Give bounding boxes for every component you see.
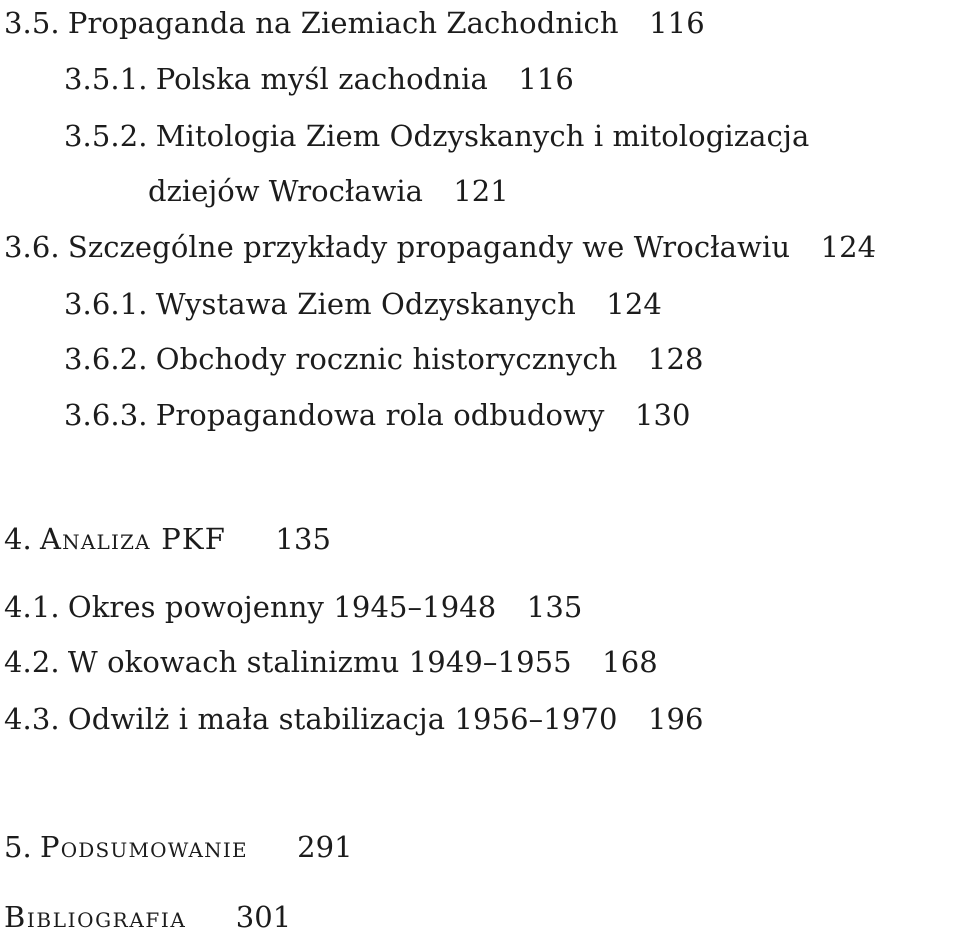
chapter-title: Analiza PKF bbox=[39, 522, 227, 556]
section-title: Mitologia Ziem Odzyskanych i mitologizacja bbox=[155, 119, 810, 153]
section-title: Propagandowa rola odbudowy bbox=[155, 398, 605, 432]
bibliography-title: Bibliografia bbox=[4, 900, 187, 934]
page-number: 124 bbox=[820, 230, 877, 264]
chapter-number: 4. bbox=[4, 522, 32, 556]
section-title: W okowach stalinizmu 1949–1955 bbox=[67, 645, 572, 679]
section-title: Obchody rocznic historycznych bbox=[155, 342, 618, 376]
toc-bibliography[interactable] bbox=[4, 899, 291, 935]
toc-entry-3-6[interactable] bbox=[4, 229, 876, 265]
toc-entry-4-3[interactable] bbox=[4, 701, 704, 737]
section-number: 4.2. bbox=[4, 645, 60, 679]
toc-entry-3-5-2-continuation[interactable] bbox=[148, 173, 509, 209]
section-number: 3.5.2. bbox=[64, 119, 148, 153]
section-number: 3.6.1. bbox=[64, 287, 148, 321]
section-title: Okres powojenny 1945–1948 bbox=[67, 590, 497, 624]
page-number: 135 bbox=[275, 522, 332, 556]
section-title: Szczególne przykłady propagandy we Wrocławiu bbox=[67, 230, 791, 264]
section-number: 4.3. bbox=[4, 702, 60, 736]
chapter-number: 5. bbox=[4, 830, 32, 864]
toc-entry-4-1[interactable] bbox=[4, 589, 582, 625]
toc-entry-4-2[interactable] bbox=[4, 644, 658, 680]
toc-entry-3-5-2[interactable] bbox=[64, 118, 809, 154]
section-title-continuation: dziejów Wrocławia bbox=[148, 174, 423, 208]
section-number: 3.6.2. bbox=[64, 342, 148, 376]
chapter-title: Podsumowanie bbox=[39, 830, 248, 864]
toc-entry-3-5[interactable] bbox=[4, 5, 705, 41]
toc-entry-3-6-3[interactable] bbox=[64, 397, 691, 433]
page-number: 128 bbox=[647, 342, 704, 376]
toc-chapter-5[interactable] bbox=[4, 829, 353, 865]
page-number: 116 bbox=[518, 62, 574, 96]
section-title: Propaganda na Ziemiach Zachodnich bbox=[67, 6, 619, 40]
page-number: 196 bbox=[647, 702, 704, 736]
toc-chapter-4[interactable] bbox=[4, 521, 331, 557]
section-number: 3.5. bbox=[4, 6, 60, 40]
section-number: 3.5.1. bbox=[64, 62, 148, 96]
toc-entry-3-5-1[interactable] bbox=[64, 61, 574, 97]
page-number: 301 bbox=[235, 900, 292, 934]
page-number: 135 bbox=[526, 590, 583, 624]
page-number: 121 bbox=[453, 174, 509, 208]
section-title: Odwilż i mała stabilizacja 1956–1970 bbox=[67, 702, 618, 736]
page-number: 124 bbox=[606, 287, 662, 321]
page-number: 168 bbox=[602, 645, 658, 679]
page-number: 130 bbox=[634, 398, 691, 432]
section-number: 3.6. bbox=[4, 230, 60, 264]
section-number: 3.6.3. bbox=[64, 398, 148, 432]
toc-entry-3-6-1[interactable] bbox=[64, 286, 662, 322]
toc-entry-3-6-2[interactable] bbox=[64, 341, 704, 377]
section-number: 4.1. bbox=[4, 590, 60, 624]
page-number: 291 bbox=[297, 830, 353, 864]
page-number: 116 bbox=[649, 6, 705, 40]
section-title: Wystawa Ziem Odzyskanych bbox=[155, 287, 576, 321]
section-title: Polska myśl zachodnia bbox=[155, 62, 488, 96]
